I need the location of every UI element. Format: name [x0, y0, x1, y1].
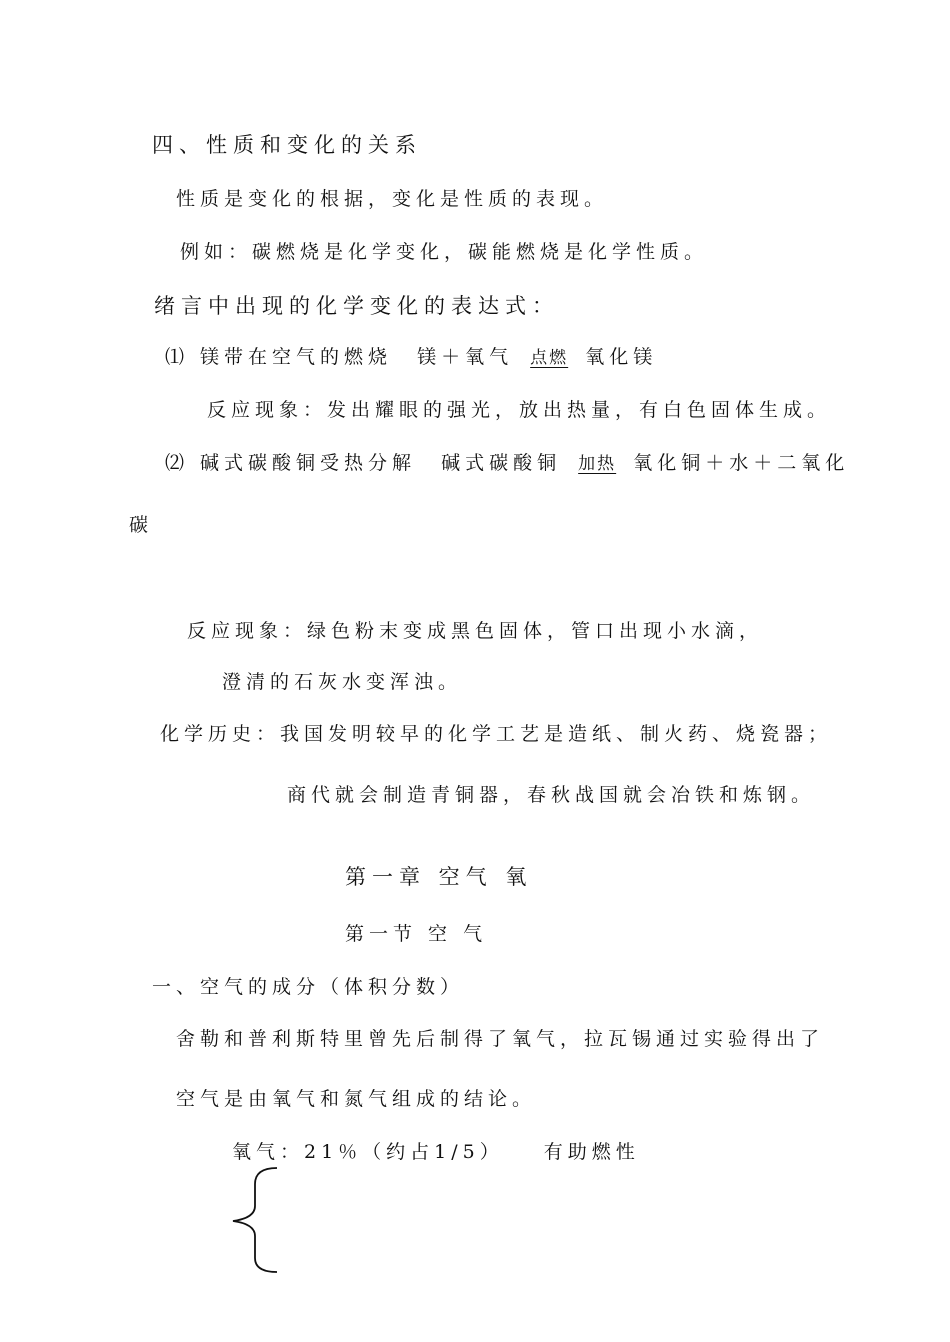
chemistry-history-2: 商代就会制造青铜器，春秋战国就会冶铁和炼钢。	[287, 784, 816, 806]
equation-1-condition: 点燃	[530, 348, 569, 368]
oxygen-fraction	[232, 1143, 640, 1162]
equation-2	[165, 454, 849, 473]
equation-2-phenomenon-1: 反应现象：绿色粉末变成黑色固体，管口出现小水滴，	[187, 620, 764, 642]
equation-2-phenomenon-2: 澄清的石灰水变浑浊。	[222, 671, 463, 693]
property-change-statement: 性质是变化的根据，变化是性质的表现。	[176, 188, 609, 210]
equation-2-rhs-continued: 碳	[129, 514, 154, 536]
composition-paragraph-2: 空气是由氧气和氮气组成的结论。	[176, 1088, 537, 1110]
equation-2-lhs: 碱式碳酸铜	[441, 452, 562, 474]
equation-1	[165, 348, 657, 367]
composition-paragraph-1: 舍勒和普利斯特里曾先后制得了氧气，拉瓦锡通过实验得出了	[176, 1028, 825, 1050]
intro-expressions-heading: 绪言中出现的化学变化的表达式：	[154, 294, 559, 318]
composition-heading: 一、空气的成分（体积分数）	[152, 976, 465, 998]
equation-1-label: ⑴ 镁带在空气的燃烧	[165, 346, 393, 368]
oxygen-property: 有助燃性	[543, 1141, 640, 1163]
equation-1-lhs: 镁＋氧气	[417, 346, 514, 368]
example-statement: 例如：碳燃烧是化学变化，碳能燃烧是化学性质。	[180, 241, 709, 263]
chapter-title: 第一章 空气 氧	[345, 865, 533, 889]
curly-brace-icon	[225, 1166, 285, 1276]
equation-1-phenomenon: 反应现象：发出耀眼的强光，放出热量，有白色固体生成。	[207, 399, 832, 421]
equation-2-condition: 加热	[578, 454, 617, 474]
oxygen-fraction-value: 氧气：21％（约占1/5）	[232, 1141, 504, 1163]
section-4-title: 四、性质和变化的关系	[152, 133, 422, 157]
chemistry-history-1: 化学历史：我国发明较早的化学工艺是造纸、制火药、烧瓷器；	[160, 723, 833, 745]
equation-1-rhs: 氧化镁	[585, 346, 658, 368]
section-title: 第一节 空 气	[345, 923, 488, 945]
equation-2-label: ⑵ 碱式碳酸铜受热分解	[165, 452, 417, 474]
equation-2-rhs: 氧化铜＋水＋二氧化	[633, 452, 850, 474]
